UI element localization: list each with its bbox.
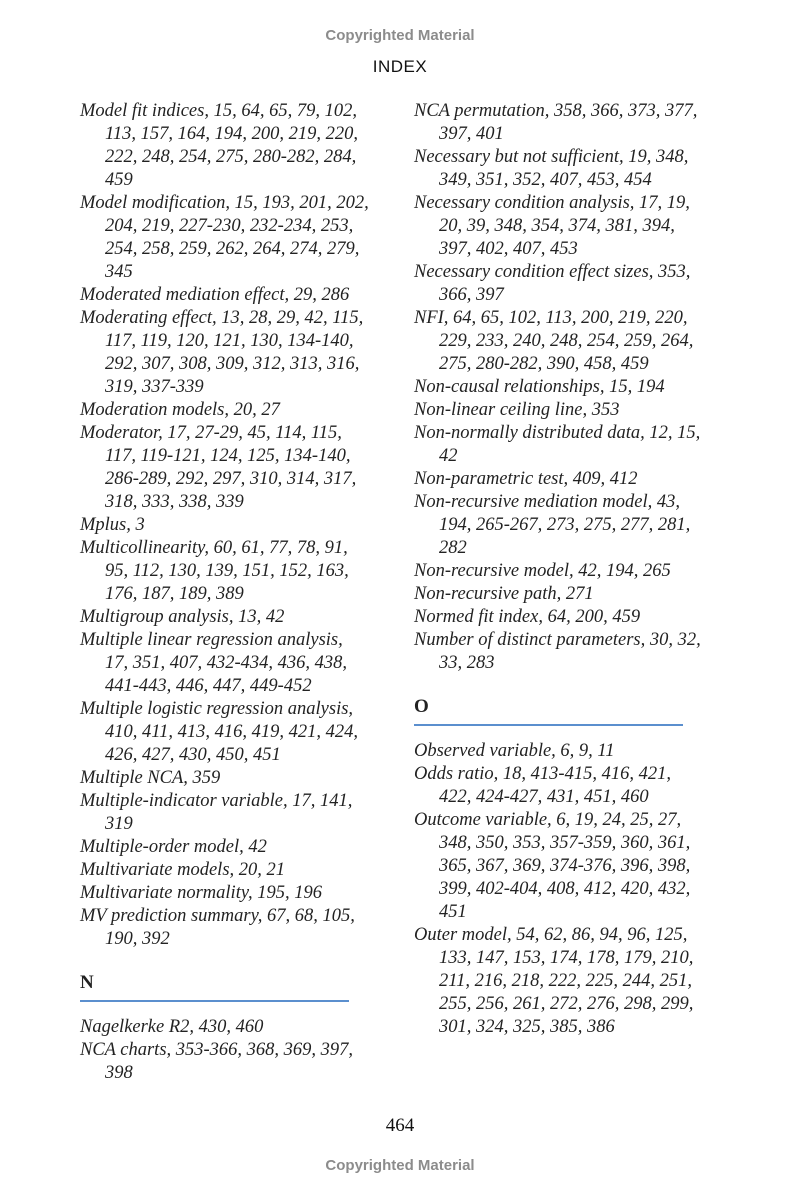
index-entry: Necessary but not sufficient, 19, 348, 349, 351, 352, 407, 453, 454 (414, 147, 689, 190)
index-section-n (80, 971, 370, 1085)
index-entry: Multiple NCA, 359 (80, 768, 221, 788)
index-entry: Moderator, 17, 27-29, 45, 114, 115, 117, 119-121, 124, 125, 134-140, 286-289, 292, 297, 310, 314, 317, 318, 333, 338, 339 (80, 423, 357, 512)
page-number: 464 (385, 1115, 415, 1136)
section-letter-heading: O (414, 695, 683, 726)
index-entry: Moderated mediation effect, 29, 286 (80, 285, 350, 305)
index-entry: MV prediction summary, 67, 68, 105, 190, 392 (80, 906, 355, 949)
index-entry: Model fit indices, 15, 64, 65, 79, 102, 113, 157, 164, 194, 200, 219, 220, 222, 248, 254, 275, 280-282, 284, 459 (80, 101, 359, 190)
index-entry: Non-recursive model, 42, 194, 265 (414, 561, 671, 581)
index-entry: Non-recursive mediation model, 43, 194, 265-267, 273, 275, 277, 281, 282 (414, 492, 691, 558)
index-entry: Non-normally distributed data, 12, 15, 42 (414, 423, 701, 466)
index-entry: Necessary condition analysis, 17, 19, 20, 39, 348, 354, 374, 381, 394, 397, 402, 407, 453 (414, 193, 690, 259)
index-entry: Multigroup analysis, 13, 42 (80, 607, 285, 627)
index-entry: Outer model, 54, 62, 86, 94, 96, 125, 133, 147, 153, 174, 178, 179, 210, 211, 216, 218, 222, 225, 244, 251, 255, 256, 261, 272, 276, 298, 299, 301, 324, 325, 385, 386 (414, 925, 694, 1037)
index-entry: Model modification, 15, 193, 201, 202, 204, 219, 227-230, 232-234, 253, 254, 258, 259, 262, 264, 274, 279, 345 (80, 193, 369, 282)
watermark-top: Copyrighted Material (325, 27, 475, 44)
index-entry: Multiple-order model, 42 (80, 837, 267, 857)
index-entry: Non-linear ceiling line, 353 (414, 400, 620, 420)
watermark-bottom: Copyrighted Material (325, 1157, 475, 1174)
index-entry: Non-causal relationships, 15, 194 (414, 377, 665, 397)
index-entry: Number of distinct parameters, 30, 32, 33, 283 (414, 630, 701, 673)
index-entry: Multivariate normality, 195, 196 (80, 883, 323, 903)
index-entry: Moderation models, 20, 27 (80, 400, 280, 420)
running-head: INDEX (372, 57, 428, 76)
index-entry: Multiple linear regression analysis, 17, 351, 407, 432-434, 436, 438, 441-443, 446, 447, 449-452 (80, 630, 348, 696)
index-column-left (80, 100, 370, 1085)
index-entry: Outcome variable, 6, 19, 24, 25, 27, 348, 350, 353, 357-359, 360, 361, 365, 367, 369, 374-376, 396, 398, 399, 402-404, 408, 412, 420, 432, 451 (414, 810, 691, 922)
index-entry: Odds ratio, 18, 413-415, 416, 421, 422, 424-427, 431, 451, 460 (414, 764, 671, 807)
index-entry: NFI, 64, 65, 102, 113, 200, 219, 220, 229, 233, 240, 248, 254, 259, 264, 275, 280-282, 390, 458, 459 (414, 308, 694, 374)
index-entry: Moderating effect, 13, 28, 29, 42, 115, 117, 119, 120, 121, 130, 134-140, 292, 307, 308, 309, 312, 313, 316, 319, 337-339 (80, 308, 364, 397)
index-entry: Multiple-indicator variable, 17, 141, 319 (80, 791, 353, 834)
index-entry: Mplus, 3 (80, 515, 145, 535)
index-section-o (414, 695, 704, 1039)
index-column-right (414, 100, 704, 1039)
index-entry: Necessary condition effect sizes, 353, 366, 397 (414, 262, 691, 305)
index-entry: Non-parametric test, 409, 412 (414, 469, 638, 489)
index-entry: NCA charts, 353-366, 368, 369, 397, 398 (80, 1040, 354, 1083)
section-letter-heading: N (80, 971, 349, 1002)
index-entry: Non-recursive path, 271 (414, 584, 594, 604)
index-entry: Multivariate models, 20, 21 (80, 860, 286, 880)
index-entry: Multicollinearity, 60, 61, 77, 78, 91, 95, 112, 130, 139, 151, 152, 163, 176, 187, 189, 389 (80, 538, 349, 604)
index-entry: Nagelkerke R2, 430, 460 (80, 1017, 264, 1037)
index-entry: NCA permutation, 358, 366, 373, 377, 397, 401 (414, 101, 698, 144)
index-entry: Observed variable, 6, 9, 11 (414, 741, 615, 761)
index-entry: Normed fit index, 64, 200, 459 (414, 607, 641, 627)
index-entry: Multiple logistic regression analysis, 410, 411, 413, 416, 419, 421, 424, 426, 427, 430, 450, 451 (80, 699, 359, 765)
